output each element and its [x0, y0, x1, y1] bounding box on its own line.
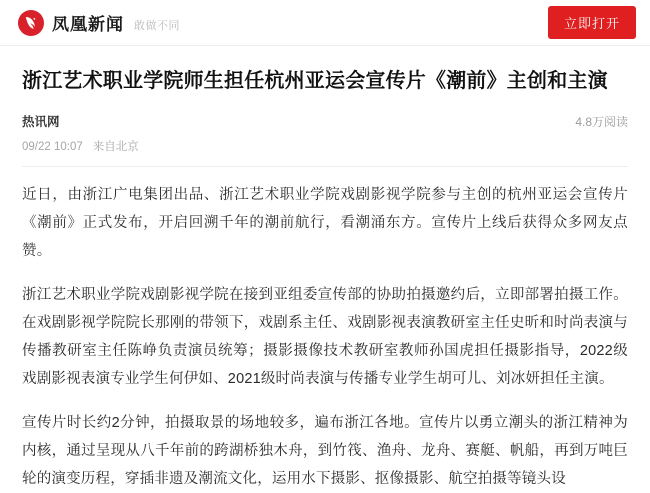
article-meta — [22, 112, 628, 154]
app-header — [0, 0, 650, 46]
time-row — [22, 138, 628, 154]
open-app-button[interactable]: 立即打开 — [548, 6, 636, 39]
article-container — [0, 46, 650, 493]
article-paragraph: 宣传片时长约2分钟，拍摄取景的场地较多，遍布浙江各地。宣传片以勇立潮头的浙江精神为内核，通过呈现从八千年前的跨湖桥独木舟，到竹筏、渔舟、龙舟、赛艇、帆船，再到万吨巨轮的演变历程，穿插非遗及潮流文化，运用水下摄影、抠像摄影、航空拍摄等镜头设 — [22, 415, 628, 487]
source-row — [22, 112, 628, 130]
phoenix-logo-icon — [18, 10, 44, 36]
publish-location: 来自北京 — [92, 141, 139, 153]
meta-divider — [22, 166, 628, 167]
article-paragraph: 近日，由浙江广电集团出品、浙江艺术职业学院戏剧影视学院参与主创的杭州亚运会宣传片《潮前》正式发布，开启回溯千年的潮前航行，看潮涌东方。宣传片上线后获得众多网友点赞。 — [22, 187, 628, 259]
source-name[interactable]: 热讯网 — [22, 115, 60, 129]
read-count: 4.8万阅读 — [575, 115, 628, 129]
page-title: 浙江艺术职业学院师生担任杭州亚运会宣传片《潮前》主创和主演 — [22, 70, 608, 92]
brand-slogan: 敢做不同 — [134, 19, 180, 32]
publish-time: 09/22 10:07 — [22, 141, 83, 153]
article-paragraph: 浙江艺术职业学院戏剧影视学院在接到亚组委宣传部的协助拍摄邀约后，立即部署拍摄工作。在戏剧影视学院院长那刚的带领下，戏剧系主任、戏剧影视表演教研室主任史昕和时尚表演与传播教研室主任陈峥负责演员统筹；摄影摄像技术教研室教师孙国虎担任摄影指导，2022级戏剧影视表演专业学生何伊如、2021级时尚表演与传播专业学生胡可儿、刘冰妍担任主演。 — [22, 287, 628, 387]
article-body — [22, 181, 628, 493]
brand-name: 凤凰新闻 — [52, 15, 124, 34]
